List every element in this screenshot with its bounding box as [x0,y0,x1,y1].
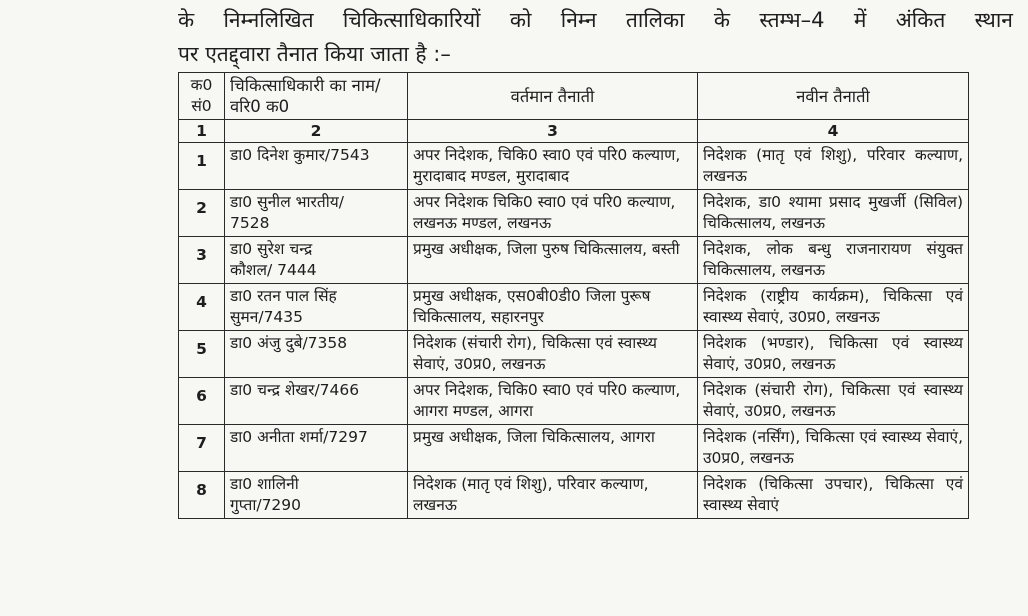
officer-name: डा0 चन्द्र शेखर/7466 [225,378,408,425]
intro-word: तालिका [625,8,685,32]
officer-name: डा0 अनीता शर्मा/7297 [225,425,408,472]
posting-table [178,72,969,519]
new-posting: निदेशक (नर्सिंग), चिकित्सा एवं स्वास्थ्य सेवाएं, उ0प्र0, लखनऊ [698,425,969,472]
new-posting: निदेशक (संचारी रोग), चिकित्सा एवं स्वास्थ्य सेवाएं, उ0प्र0, लखनऊ [698,378,969,425]
table-row [179,190,969,237]
table-row [179,143,969,190]
intro-word: स्थान [974,8,1013,32]
table-row [179,284,969,331]
table-row [179,331,969,378]
table-row [179,378,969,425]
new-posting: निदेशक (चिकित्सा उपचार), चिकित्सा एवं स्वास्थ्य सेवाएं [698,472,969,519]
table-header-row [179,73,969,120]
officer-name: डा0 सुनील भारतीय/ 7528 [225,190,408,237]
current-posting: प्रमुख अधीक्षक, जिला चिकित्सालय, आगरा [408,425,698,472]
current-posting: अपर निदेशक, चिकि0 स्वा0 एवं परि0 कल्याण, आगरा मण्डल, आगरा [408,378,698,425]
new-posting: निदेशक (भण्डार), चिकित्सा एवं स्वास्थ्य सेवाएं, उ0प्र0, लखनऊ [698,331,969,378]
officer-name: डा0 दिनेश कुमार/7543 [225,143,408,190]
table-row [179,425,969,472]
new-posting: निदेशक (राष्ट्रीय कार्यक्रम), चिकित्सा एवं स्वास्थ्य सेवाएं, उ0प्र0, लखनऊ [698,284,969,331]
header-serial-no: क0 सं0 [179,73,225,120]
intro-word: चिकित्साधिकारियों [342,8,481,32]
table-row [179,472,969,519]
current-posting: अपर निदेशक चिकि0 स्वा0 एवं परि0 कल्याण, लखनऊ मण्डल, लखनऊ [408,190,698,237]
column-number: 1 [179,120,225,143]
intro-line-2: पर एतद्द्वारा तैनात किया जाता है :– [178,42,451,66]
column-number: 4 [698,120,969,143]
table-row [179,237,969,284]
officer-name: डा0 शालिनी गुप्ता/7290 [225,472,408,519]
serial-no: 8 [179,472,225,519]
serial-no: 3 [179,237,225,284]
intro-paragraph [178,4,1013,70]
current-posting: प्रमुख अधीक्षक, एस0बी0डी0 जिला पुरूष चिकित्सालय, सहारनपुर [408,284,698,331]
column-number-row [179,120,969,143]
current-posting: प्रमुख अधीक्षक, जिला पुरुष चिकित्सालय, बस्ती [408,237,698,284]
new-posting: निदेशक, डा0 श्यामा प्रसाद मुखर्जी (सिविल) चिकित्सालय, लखनऊ [698,190,969,237]
serial-no: 6 [179,378,225,425]
intro-word: अंकित [895,8,946,32]
current-posting: निदेशक (मातृ एवं शिशु), परिवार कल्याण, लखनऊ [408,472,698,519]
current-posting: निदेशक (संचारी रोग), चिकित्सा एवं स्वास्थ्य सेवाएं, उ0प्र0, लखनऊ [408,331,698,378]
officer-name: डा0 रतन पाल सिंह सुमन/7435 [225,284,408,331]
new-posting: निदेशक, लोक बन्धु राजनारायण संयुक्त चिकित्सालय, लखनऊ [698,237,969,284]
header-current-posting: वर्तमान तैनाती [408,73,698,120]
serial-no: 1 [179,143,225,190]
intro-word: के [713,8,731,32]
intro-line-1 [178,4,1013,36]
intro-word: निम्न [560,8,597,32]
new-posting: निदेशक (मातृ एवं शिशु), परिवार कल्याण, लखनऊ [698,143,969,190]
intro-word: स्तम्भ–4 [759,8,825,32]
officer-name: डा0 सुरेश चन्द्र कौशल/ 7444 [225,237,408,284]
intro-word: में [853,8,867,32]
intro-word: के [178,8,195,32]
current-posting: अपर निदेशक, चिकि0 स्वा0 एवं परि0 कल्याण, मुरादाबाद मण्डल, मुरादाबाद [408,143,698,190]
intro-word: को [509,8,532,32]
intro-word: निम्नलिखित [223,8,314,32]
column-number: 3 [408,120,698,143]
header-new-posting: नवीन तैनाती [698,73,969,120]
serial-no: 7 [179,425,225,472]
serial-no: 5 [179,331,225,378]
serial-no: 4 [179,284,225,331]
column-number: 2 [225,120,408,143]
header-officer-name: चिकित्साधिकारी का नाम/वरि0 क0 [225,73,408,120]
officer-name: डा0 अंजु दुबे/7358 [225,331,408,378]
serial-no: 2 [179,190,225,237]
